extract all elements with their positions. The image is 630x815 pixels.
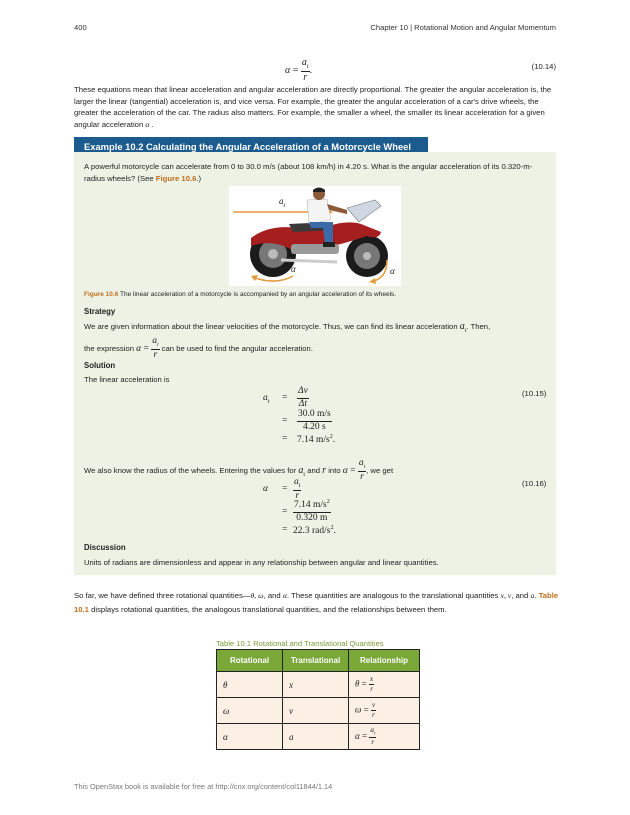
strategy-text-1: We are given information about the linear velocities of the motorcycle. Thus, we can find its linear acceleration $a_t$. Then, <box>84 321 491 334</box>
page-number: 400 <box>74 23 87 32</box>
table-row: ω v ω = $\frac{v}{r}$ <box>217 698 420 724</box>
intro-paragraph: These equations mean that linear acceleration and angular acceleration are directly proportional. The greater the angular acceleration is, the larger the linear (tangential) acceleration is, and vice versa. For example, the greater the angular acceleration of a car's drive wheels, the greater the acceleration of the car. The radius also matters. For example, the smaller a wheel, the smaller its linear acceleration for a given angular acceleration α . <box>74 85 552 129</box>
solution-heading: Solution <box>84 361 116 370</box>
example-title: Example 10.2 Calculating the Angular Acceleration of a Motorcycle Wheel <box>84 141 411 152</box>
chapter-title: Chapter 10 | Rotational Motion and Angular Momentum <box>370 23 556 32</box>
figure-label-at: $a_t$ <box>279 196 286 209</box>
table-header-rotational: Rotational <box>217 650 283 672</box>
figure-label-alpha-front: α <box>390 266 395 276</box>
strategy-text-2: the expression α = $\frac{a_t}{r}$ can be used to find the angular acceleration. <box>84 336 313 361</box>
equation-10-14: α = $\frac{a_t}{r}$ . <box>285 57 313 83</box>
table-header-translational: Translational <box>283 650 349 672</box>
equation-number-10-16: (10.16) <box>522 479 547 488</box>
example-problem: A powerful motorcycle can accelerate from 0 to 30.0 m/s (about 108 km/h) in 4.20 s. What is the angular acceleration of its 0.320-m-radius wheels? (See Figure 10.6.) <box>84 162 533 183</box>
strategy-heading: Strategy <box>84 307 116 316</box>
table-row: θ x θ = $\frac{x}{r}$ <box>217 672 420 698</box>
closing-paragraph: So far, we have defined three rotational quantities—θ, ω, and α. These quantities are analogous to the translational quantities x, v, and a. Table 10.1 displays rotational quantities, the analogous translational quantities, and the relationships between them. <box>74 591 559 614</box>
figure-caption: Figure 10.6 The linear acceleration of a motorcycle is accompanied by an angular acceleration of its wheels. <box>84 291 397 298</box>
motorcycle-illustration <box>229 186 401 286</box>
equation-number-10-14: (10.14) <box>531 62 556 71</box>
table-caption: Table 10.1 Rotational and Translational Quantities <box>216 639 384 648</box>
table-10-1 <box>216 649 420 750</box>
table-row: α a α = $\frac{a_t}{r}$ <box>217 724 420 750</box>
footer-text: This OpenStax book is available for free at http://cnx.org/content/col11844/1.14 <box>74 782 333 791</box>
solution-text-1: The linear acceleration is <box>84 375 170 384</box>
equation-number-10-15: (10.15) <box>522 389 547 398</box>
solution-text-2: We also know the radius of the wheels. Entering the values for $a_t$ and r into α = $\frac{a_t}{r}$ , we get <box>84 458 394 483</box>
table-10-1-link[interactable]: Table 10.1 <box>74 591 559 614</box>
figure-label-alpha-rear: α <box>291 264 296 274</box>
example-title-bar <box>74 137 428 152</box>
figure-10-6 <box>229 186 401 286</box>
figure-10-6-link[interactable]: Figure 10.6 <box>155 173 197 183</box>
discussion-heading: Discussion <box>84 543 126 552</box>
discussion-text: Units of radians are dimensionless and appear in any relationship between angular and linear quantities. <box>84 558 439 567</box>
table-header-relationship: Relationship <box>349 650 420 672</box>
